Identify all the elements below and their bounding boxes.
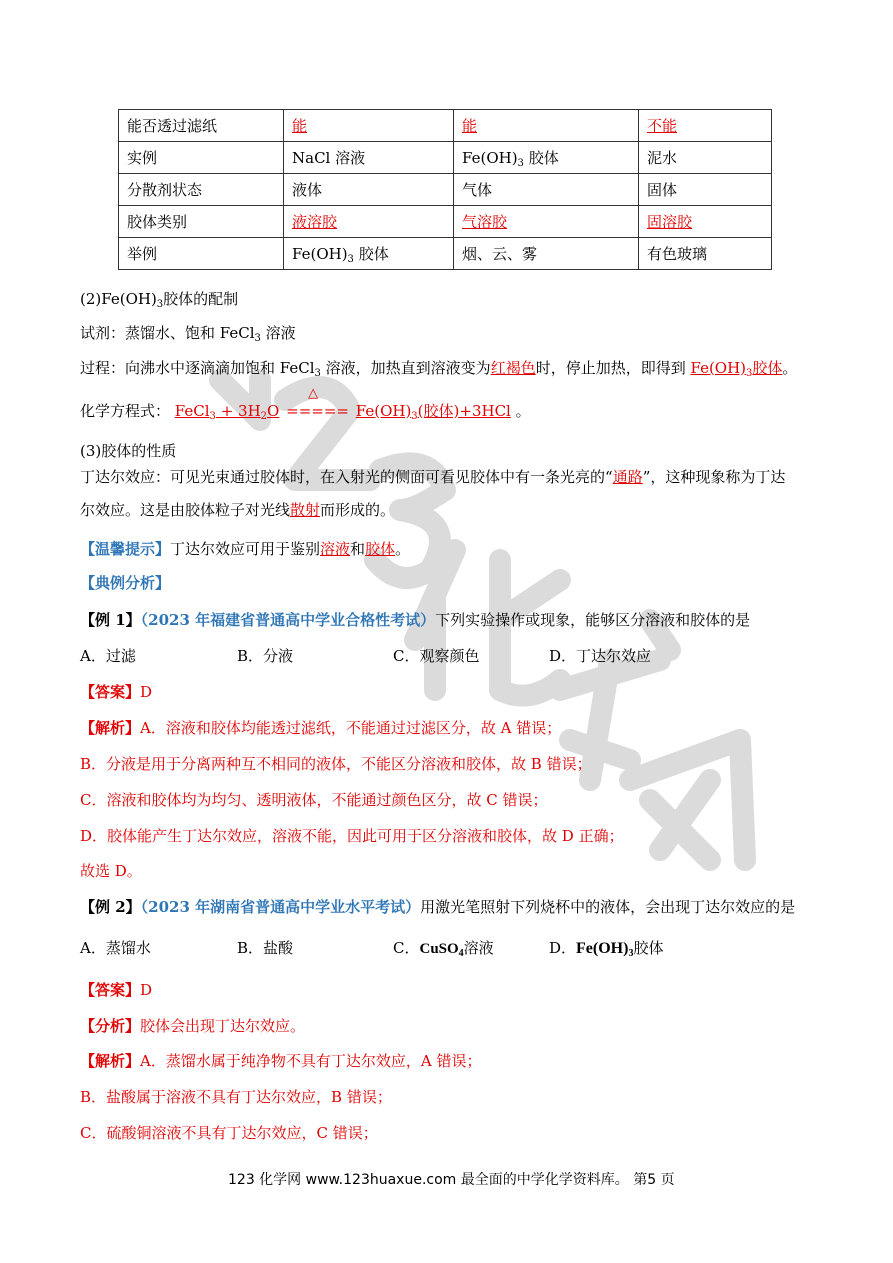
text: 胶体的配制: [163, 290, 239, 308]
subscript: 3: [517, 158, 524, 169]
example-1-analysis-4: D．胶体能产生丁达尔效应，溶液不能，因此可用于区分溶液和胶体，故 D 正确；: [80, 827, 624, 845]
table-cell: [454, 142, 639, 174]
table-cell: 有色玻璃: [639, 238, 772, 270]
text: ”，这种现象称为丁达: [642, 468, 786, 486]
example-2-analysis-1: [80, 1050, 481, 1071]
section-title-properties: (3)胶体的性质: [80, 442, 177, 460]
option-c: [393, 937, 494, 958]
tyndall-line-1: [80, 466, 785, 487]
text: 试剂：蒸馏水、饱和 FeCl: [80, 324, 255, 342]
subscript: 3: [347, 254, 354, 265]
equation-line: [80, 386, 531, 422]
answer-text: 溶液: [320, 540, 351, 558]
example-1-analysis-3: C．溶液和胶体均为均匀、透明液体，不能通过颜色区分，故 C 错误；: [80, 791, 548, 809]
table-row: [119, 206, 772, 238]
text: 。: [395, 540, 411, 558]
table-cell: 举例: [119, 238, 284, 270]
dispersion-table: [118, 109, 772, 270]
formula: (胶体)+3HCl: [417, 402, 511, 420]
formula: Fe(OH): [355, 402, 412, 420]
footer-text: 123 化学网 www.123huaxue.com 最全面的中学化学资料库。 第: [228, 1172, 648, 1188]
example-label: 【例 1】: [80, 611, 141, 629]
table-cell: 气溶胶: [454, 206, 639, 238]
example-2-answer: [80, 979, 152, 1000]
subscript: 3: [254, 333, 261, 344]
example-2-fenxi: [80, 1015, 305, 1036]
option-a: A．过滤: [80, 647, 136, 665]
text: 下列实验操作或现象，能够区分溶液和胶体的是: [435, 611, 751, 629]
analysis-label: 【解析】: [80, 1052, 141, 1070]
table-cell: 实例: [119, 142, 284, 174]
example-1-analysis-1: [80, 717, 561, 738]
page-number: 5: [647, 1172, 657, 1188]
analysis-label: 【分析】: [80, 1017, 141, 1035]
text: 胶体: [752, 359, 783, 377]
subscript: 3: [746, 368, 753, 379]
text: 丁达尔效应：可见光束通过胶体时，在入射光的侧面可看见胶体中有一条光亮的“: [80, 468, 613, 486]
answer-text: 通路: [612, 468, 643, 486]
table-cell: 液体: [284, 174, 454, 206]
section-title-preparation: [80, 288, 238, 309]
examples-heading: 【典例分析】: [80, 574, 171, 592]
text: 胶体: [633, 939, 664, 957]
formula: Fe(OH): [462, 149, 518, 167]
answer-value: D: [140, 683, 153, 701]
subscript: 3: [209, 411, 216, 422]
option-b: B．分液: [237, 647, 294, 665]
answer-text: [690, 359, 782, 377]
text: (2)Fe(OH): [80, 290, 157, 308]
equation: [175, 402, 280, 420]
example-1-answer: [80, 681, 152, 702]
example-1-question: [80, 609, 750, 630]
example-2-analysis-2: B．盐酸属于溶液不具有丁达尔效应，B 错误；: [80, 1088, 392, 1106]
analysis-text: A．蒸馏水属于纯净物不具有丁达尔效应，A 错误；: [140, 1052, 482, 1070]
text: C．: [393, 939, 420, 957]
table-cell: 烟、云、雾: [454, 238, 639, 270]
analysis-label: 【解析】: [80, 719, 141, 737]
tyndall-line-2: [80, 499, 395, 520]
equals-sign: =====: [286, 402, 349, 420]
formula: + 3H: [215, 402, 261, 420]
text: D．: [549, 939, 577, 957]
table-row: [119, 142, 772, 174]
text: 化学方程式：: [80, 402, 171, 420]
table-row: [119, 174, 772, 206]
subscript: 4: [458, 948, 464, 959]
text: 溶液，加热直到溶液变为: [325, 359, 491, 377]
text: 溶液: [265, 324, 296, 342]
reaction-arrow: [286, 386, 349, 420]
table-row: [119, 110, 772, 142]
example-2-question: [80, 896, 795, 917]
option-c: C．观察颜色: [393, 647, 480, 665]
text: 过程：向沸水中逐滴滴加饱和 FeCl: [80, 359, 315, 377]
table-cell: 不能: [639, 110, 772, 142]
table-cell: 气体: [454, 174, 639, 206]
option-a: A．蒸馏水: [80, 939, 151, 957]
table-cell: 固体: [639, 174, 772, 206]
formula: Fe(OH): [576, 940, 629, 957]
table-cell: 胶体类别: [119, 206, 284, 238]
table-cell: [284, 238, 454, 270]
option-d: [549, 937, 663, 958]
subscript: 3: [314, 368, 321, 379]
example-1-analysis-2: B．分液是用于分离两种互不相同的液体，不能区分溶液和胶体，故 B 错误；: [80, 755, 592, 773]
table-cell: NaCl 溶液: [284, 142, 454, 174]
page-footer: [228, 1169, 675, 1189]
analysis-text: A．溶液和胶体均能透过滤纸，不能通过过滤区分，故 A 错误；: [140, 719, 562, 737]
text: 用激光笔照射下列烧杯中的液体，会出现丁达尔效应的是: [420, 898, 796, 916]
option-d: D．丁达尔效应: [549, 647, 652, 665]
answer-text: 散射: [290, 501, 321, 519]
reagent-line: [80, 322, 296, 343]
answer-text: 红褐色: [490, 359, 536, 377]
answer-label: 【答案】: [80, 683, 141, 701]
table-cell: 液溶胶: [284, 206, 454, 238]
answer-value: D: [140, 981, 153, 999]
table-cell: 固溶胶: [639, 206, 772, 238]
text: 尔效应。这是由胶体粒子对光线: [80, 501, 291, 519]
formula: CuSO: [419, 941, 459, 957]
text: 丁达尔效应可用于鉴别: [170, 540, 321, 558]
subscript: 2: [260, 411, 268, 422]
subscript: 3: [628, 948, 634, 959]
example-source: （2023 年湖南省普通高中学业水平考试）: [140, 898, 421, 916]
formula: O: [267, 402, 280, 420]
text: 和: [350, 540, 366, 558]
table-cell: 能: [454, 110, 639, 142]
text: 。: [515, 402, 531, 420]
heat-symbol: △: [308, 386, 319, 401]
analysis-text: 胶体会出现丁达尔效应。: [140, 1017, 306, 1035]
table-row: [119, 238, 772, 270]
text: 溶液: [463, 939, 494, 957]
text: 而形成的。: [320, 501, 396, 519]
tip-line: [80, 538, 410, 559]
text: 。: [782, 359, 798, 377]
text: 时，停止加热，即得到: [535, 359, 691, 377]
cell-text: 胶体: [528, 149, 559, 167]
answer-label: 【答案】: [80, 981, 141, 999]
table-cell: 能: [284, 110, 454, 142]
table-cell: 能否透过滤纸: [119, 110, 284, 142]
formula: Fe(OH): [690, 359, 747, 377]
example-source: （2023 年福建省普通高中学业合格性考试）: [140, 611, 436, 629]
tip-label: 【温馨提示】: [80, 540, 171, 558]
equation: [356, 402, 511, 420]
formula: Fe(OH): [292, 245, 348, 263]
answer-text: 胶体: [365, 540, 396, 558]
example-1-conclusion: 故选 D。: [80, 862, 142, 880]
cell-text: 胶体: [358, 245, 389, 263]
example-label: 【例 2】: [80, 898, 141, 916]
process-line: [80, 357, 797, 378]
subscript: 3: [156, 299, 164, 310]
subscript: 3: [411, 411, 418, 422]
table-cell: 分散剂状态: [119, 174, 284, 206]
option-b: B．盐酸: [237, 939, 294, 957]
example-2-analysis-3: C．硫酸铜溶液不具有丁达尔效应，C 错误；: [80, 1124, 378, 1142]
table-cell: 泥水: [639, 142, 772, 174]
footer-suffix: 页: [660, 1172, 675, 1188]
formula: FeCl: [174, 402, 210, 420]
